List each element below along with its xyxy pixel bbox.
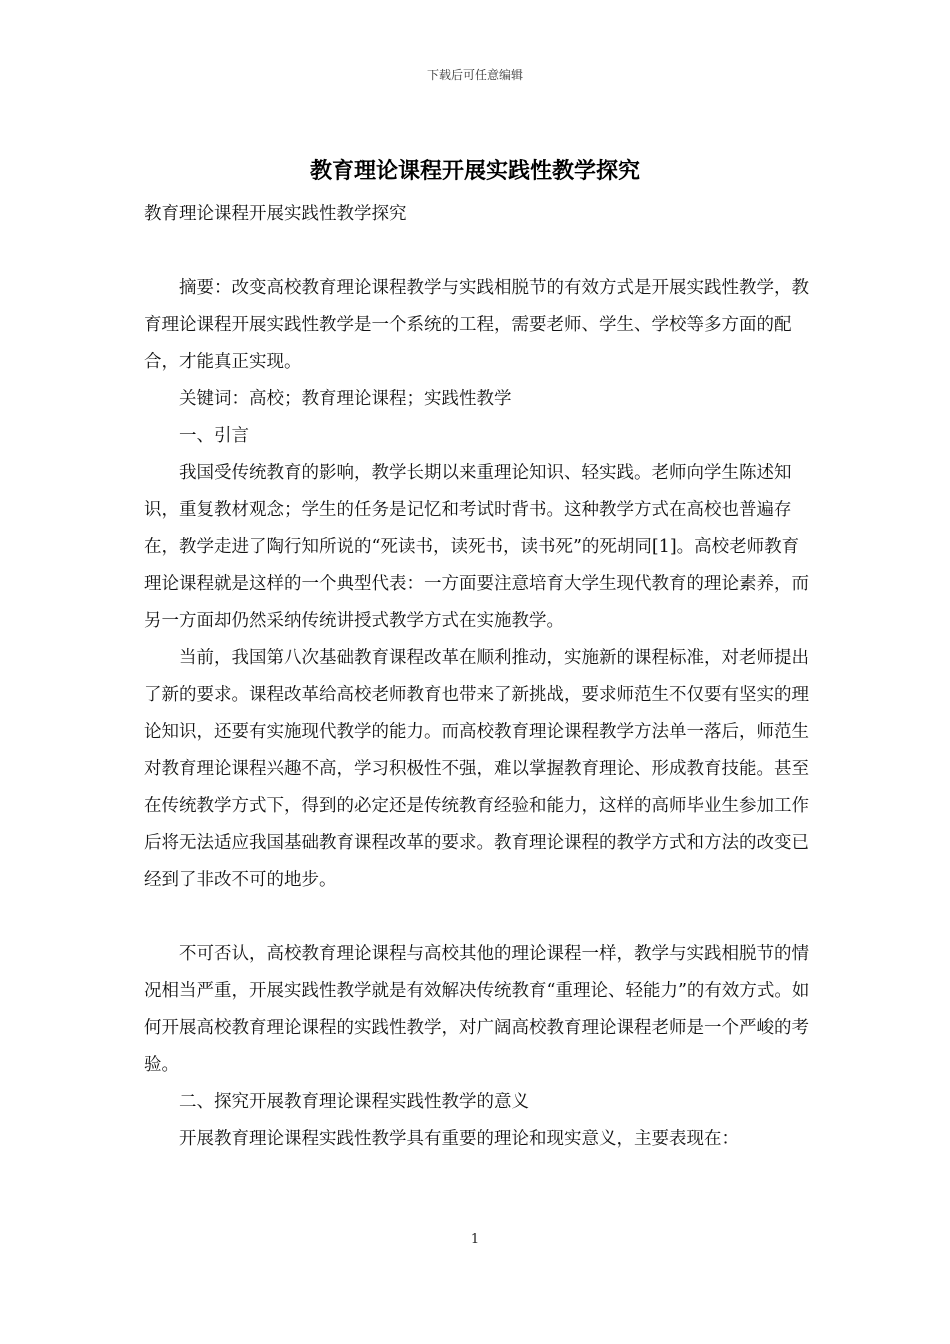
page-number: 1 [470, 1232, 480, 1247]
header-note: 下载后可任意编辑 [426, 68, 523, 82]
document-title: 教育理论课程开展实践性教学探究 [309, 158, 640, 184]
blank-line [144, 233, 816, 270]
document-body [144, 196, 816, 1158]
body-paragraph: 不可否认，高校教育理论课程与高校其他的理论课程一样，教学与实践相脱节的情况相当严重，开展实践性教学就是有效解决传统教育“重理论、轻能力”的有效方式。如何开展高校教育理论课程的实践性教学，对广阔高校教育理论课程老师是一个严峻的考验。 [144, 944, 810, 1075]
body-paragraph: 当前，我国第八次基础教育课程改革在顺利推动，实施新的课程标准，对老师提出了新的要求。课程改革给高校老师教育也带来了新挑战，要求师范生不仅要有坚实的理论知识，还要有实施现代教学的能力。而高校教育理论课程教学方法单一落后，师范生对教育理论课程兴趣不高，学习积极性不强，难以掌握教育理论、形成教育技能。甚至在传统教学方式下，得到的必定还是传统教育经验和能力，这样的高师毕业生参加工作后将无法适应我国基础教育课程改革的要求。教育理论课程的教学方式和方法的改变已经到了非改不可的地步。 [144, 648, 809, 890]
body-paragraph: 开展教育理论课程实践性教学具有重要的理论和现实意义，主要表现在： [179, 1129, 739, 1149]
document-subtitle: 教育理论课程开展实践性教学探究 [144, 204, 407, 224]
blank-line [144, 899, 816, 936]
abstract-paragraph: 摘要：改变高校教育理论课程教学与实践相脱节的有效方式是开展实践性教学，教育理论课程开展实践性教学是一个系统的工程，需要老师、学生、学校等多方面的配合，才能真正实现。 [144, 278, 809, 372]
body-paragraph: 我国受传统教育的影响，教学长期以来重理论知识、轻实践。老师向学生陈述知识，重复教材观念；学生的任务是记忆和考试时背书。这种教学方式在高校也普遍存在，教学走进了陶行知所说的“死读书，读死书，读书死”的死胡同[1]。高校老师教育理论课程就是这样的一个典型代表：一方面要注意培育大学生现代教育的理论素养，而另一方面却仍然采纳传统讲授式教学方式在实施教学。 [144, 463, 809, 631]
section-heading-significance: 二、探究开展教育理论课程实践性教学的意义 [179, 1092, 529, 1112]
section-heading-introduction: 一、引言 [179, 426, 249, 446]
keywords-line: 关键词：高校；教育理论课程；实践性教学 [179, 389, 512, 409]
